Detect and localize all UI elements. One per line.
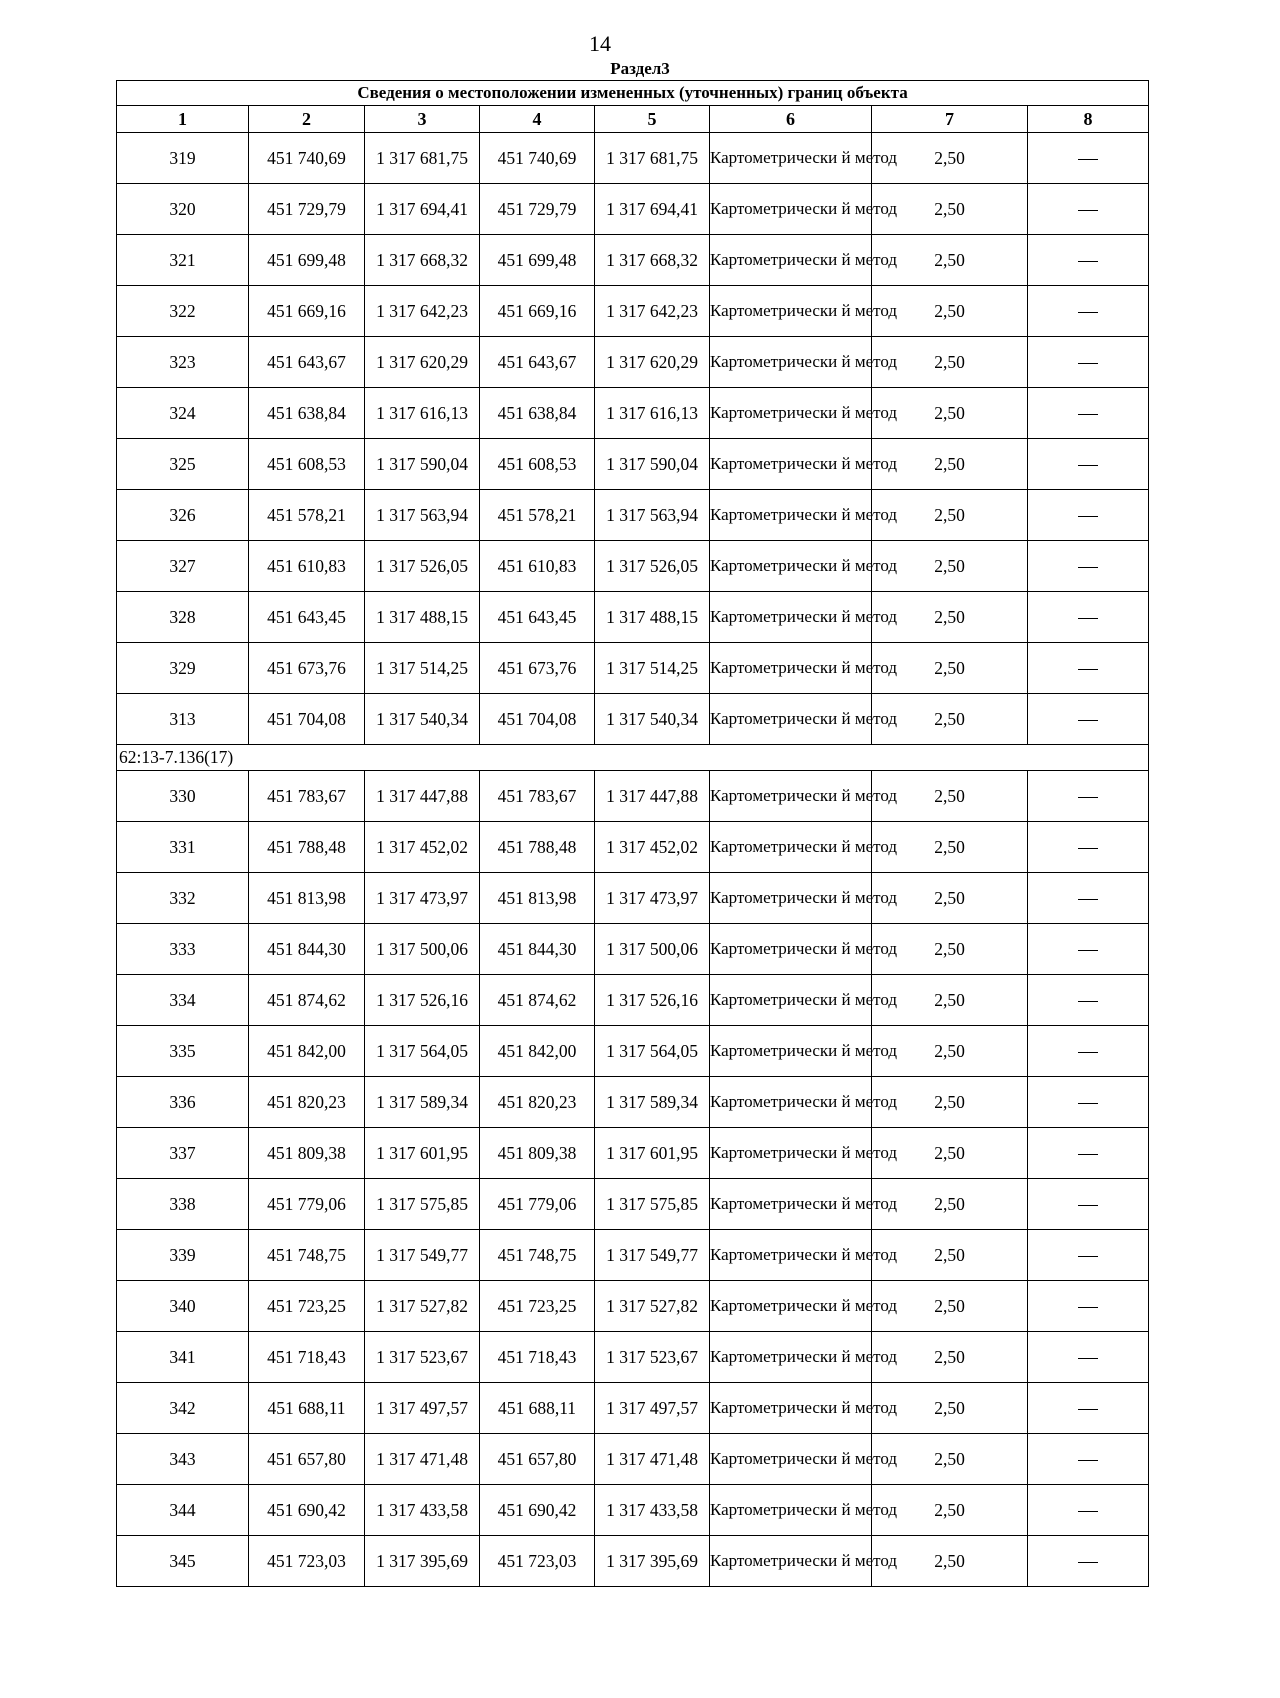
method-cell: Картометрически й метод bbox=[710, 1026, 872, 1077]
existing-x-cell: 451 610,83 bbox=[249, 541, 365, 592]
method-cell: Картометрически й метод bbox=[710, 694, 872, 745]
accuracy-cell: 2,50 bbox=[872, 1485, 1028, 1536]
refined-y-cell: 1 317 497,57 bbox=[595, 1383, 710, 1434]
refined-x-cell: 451 643,45 bbox=[480, 592, 595, 643]
accuracy-cell: 2,50 bbox=[872, 694, 1028, 745]
method-cell: Картометрически й метод bbox=[710, 286, 872, 337]
existing-y-cell: 1 317 620,29 bbox=[365, 337, 480, 388]
point-number-cell: 323 bbox=[117, 337, 249, 388]
method-cell: Картометрически й метод bbox=[710, 541, 872, 592]
table-row bbox=[117, 184, 1149, 235]
description-cell bbox=[1028, 1536, 1149, 1587]
description-cell bbox=[1028, 1179, 1149, 1230]
method-cell: Картометрически й метод bbox=[710, 1230, 872, 1281]
table-row bbox=[117, 873, 1149, 924]
column-number: 2 bbox=[249, 106, 365, 133]
accuracy-cell: 2,50 bbox=[872, 235, 1028, 286]
table-row bbox=[117, 337, 1149, 388]
method-cell: Картометрически й метод bbox=[710, 822, 872, 873]
dash-mark bbox=[1078, 720, 1098, 721]
refined-y-cell: 1 317 549,77 bbox=[595, 1230, 710, 1281]
description-cell bbox=[1028, 133, 1149, 184]
column-number: 4 bbox=[480, 106, 595, 133]
accuracy-cell: 2,50 bbox=[872, 1026, 1028, 1077]
table-row bbox=[117, 235, 1149, 286]
point-number-cell: 322 bbox=[117, 286, 249, 337]
accuracy-cell: 2,50 bbox=[872, 924, 1028, 975]
point-number-cell: 326 bbox=[117, 490, 249, 541]
existing-x-cell: 451 809,38 bbox=[249, 1128, 365, 1179]
refined-y-cell: 1 317 563,94 bbox=[595, 490, 710, 541]
dash-mark bbox=[1078, 210, 1098, 211]
existing-y-cell: 1 317 497,57 bbox=[365, 1383, 480, 1434]
point-number-cell: 337 bbox=[117, 1128, 249, 1179]
accuracy-cell: 2,50 bbox=[872, 337, 1028, 388]
refined-x-cell: 451 729,79 bbox=[480, 184, 595, 235]
description-cell bbox=[1028, 1281, 1149, 1332]
table-row bbox=[117, 771, 1149, 822]
refined-x-cell: 451 844,30 bbox=[480, 924, 595, 975]
description-cell bbox=[1028, 184, 1149, 235]
existing-x-cell: 451 783,67 bbox=[249, 771, 365, 822]
refined-y-cell: 1 317 564,05 bbox=[595, 1026, 710, 1077]
point-number-cell: 338 bbox=[117, 1179, 249, 1230]
accuracy-cell: 2,50 bbox=[872, 1536, 1028, 1587]
method-cell: Картометрически й метод bbox=[710, 771, 872, 822]
point-number-cell: 340 bbox=[117, 1281, 249, 1332]
dash-mark bbox=[1078, 312, 1098, 313]
dash-mark bbox=[1078, 465, 1098, 466]
refined-y-cell: 1 317 575,85 bbox=[595, 1179, 710, 1230]
point-number-cell: 313 bbox=[117, 694, 249, 745]
refined-y-cell: 1 317 523,67 bbox=[595, 1332, 710, 1383]
existing-x-cell: 451 748,75 bbox=[249, 1230, 365, 1281]
accuracy-cell: 2,50 bbox=[872, 133, 1028, 184]
coordinates-table bbox=[116, 80, 1149, 1587]
table-row bbox=[117, 1128, 1149, 1179]
refined-x-cell: 451 688,11 bbox=[480, 1383, 595, 1434]
refined-x-cell: 451 820,23 bbox=[480, 1077, 595, 1128]
dash-mark bbox=[1078, 950, 1098, 951]
existing-x-cell: 451 723,03 bbox=[249, 1536, 365, 1587]
existing-y-cell: 1 317 549,77 bbox=[365, 1230, 480, 1281]
point-number-cell: 333 bbox=[117, 924, 249, 975]
accuracy-cell: 2,50 bbox=[872, 1332, 1028, 1383]
existing-y-cell: 1 317 616,13 bbox=[365, 388, 480, 439]
table-row bbox=[117, 1434, 1149, 1485]
point-number-cell: 336 bbox=[117, 1077, 249, 1128]
accuracy-cell: 2,50 bbox=[872, 184, 1028, 235]
refined-y-cell: 1 317 601,95 bbox=[595, 1128, 710, 1179]
accuracy-cell: 2,50 bbox=[872, 1434, 1028, 1485]
existing-x-cell: 451 673,76 bbox=[249, 643, 365, 694]
table-row bbox=[117, 1077, 1149, 1128]
point-number-cell: 339 bbox=[117, 1230, 249, 1281]
accuracy-cell: 2,50 bbox=[872, 1281, 1028, 1332]
point-number-cell: 343 bbox=[117, 1434, 249, 1485]
accuracy-cell: 2,50 bbox=[872, 975, 1028, 1026]
existing-x-cell: 451 704,08 bbox=[249, 694, 365, 745]
existing-y-cell: 1 317 564,05 bbox=[365, 1026, 480, 1077]
group-row bbox=[117, 745, 1149, 771]
table-row bbox=[117, 694, 1149, 745]
existing-x-cell: 451 842,00 bbox=[249, 1026, 365, 1077]
table-row bbox=[117, 1179, 1149, 1230]
existing-x-cell: 451 874,62 bbox=[249, 975, 365, 1026]
table-row bbox=[117, 643, 1149, 694]
page-number: 14 bbox=[589, 31, 611, 56]
accuracy-cell: 2,50 bbox=[872, 592, 1028, 643]
description-cell bbox=[1028, 873, 1149, 924]
point-number-cell: 331 bbox=[117, 822, 249, 873]
table-row bbox=[117, 286, 1149, 337]
description-cell bbox=[1028, 924, 1149, 975]
method-cell: Картометрически й метод bbox=[710, 1383, 872, 1434]
table-row bbox=[117, 1026, 1149, 1077]
refined-x-cell: 451 673,76 bbox=[480, 643, 595, 694]
method-cell: Картометрически й метод bbox=[710, 1179, 872, 1230]
existing-y-cell: 1 317 514,25 bbox=[365, 643, 480, 694]
refined-y-cell: 1 317 488,15 bbox=[595, 592, 710, 643]
table-row bbox=[117, 1383, 1149, 1434]
refined-y-cell: 1 317 589,34 bbox=[595, 1077, 710, 1128]
point-number-cell: 329 bbox=[117, 643, 249, 694]
description-cell bbox=[1028, 1434, 1149, 1485]
method-cell: Картометрически й метод bbox=[710, 1485, 872, 1536]
dash-mark bbox=[1078, 1511, 1098, 1512]
dash-mark bbox=[1078, 516, 1098, 517]
dash-mark bbox=[1078, 1052, 1098, 1053]
refined-y-cell: 1 317 620,29 bbox=[595, 337, 710, 388]
existing-y-cell: 1 317 500,06 bbox=[365, 924, 480, 975]
column-number: 3 bbox=[365, 106, 480, 133]
dash-mark bbox=[1078, 1460, 1098, 1461]
table-row bbox=[117, 822, 1149, 873]
existing-y-cell: 1 317 473,97 bbox=[365, 873, 480, 924]
section-title: Раздел3 bbox=[610, 59, 670, 78]
method-cell: Картометрически й метод bbox=[710, 1434, 872, 1485]
group-label: 62:13-7.136(17) bbox=[117, 745, 1149, 771]
description-cell bbox=[1028, 643, 1149, 694]
refined-x-cell: 451 578,21 bbox=[480, 490, 595, 541]
accuracy-cell: 2,50 bbox=[872, 1179, 1028, 1230]
accuracy-cell: 2,50 bbox=[872, 771, 1028, 822]
description-cell bbox=[1028, 1230, 1149, 1281]
existing-y-cell: 1 317 681,75 bbox=[365, 133, 480, 184]
accuracy-cell: 2,50 bbox=[872, 388, 1028, 439]
existing-x-cell: 451 729,79 bbox=[249, 184, 365, 235]
dash-mark bbox=[1078, 899, 1098, 900]
existing-x-cell: 451 643,45 bbox=[249, 592, 365, 643]
existing-x-cell: 451 638,84 bbox=[249, 388, 365, 439]
existing-y-cell: 1 317 540,34 bbox=[365, 694, 480, 745]
table-body-part-1 bbox=[117, 133, 1149, 745]
existing-y-cell: 1 317 526,16 bbox=[365, 975, 480, 1026]
table-row bbox=[117, 1536, 1149, 1587]
method-cell: Картометрически й метод bbox=[710, 592, 872, 643]
point-number-cell: 341 bbox=[117, 1332, 249, 1383]
accuracy-cell: 2,50 bbox=[872, 490, 1028, 541]
accuracy-cell: 2,50 bbox=[872, 1128, 1028, 1179]
table-row bbox=[117, 592, 1149, 643]
refined-x-cell: 451 657,80 bbox=[480, 1434, 595, 1485]
description-cell bbox=[1028, 439, 1149, 490]
refined-y-cell: 1 317 526,05 bbox=[595, 541, 710, 592]
point-number-cell: 330 bbox=[117, 771, 249, 822]
existing-x-cell: 451 813,98 bbox=[249, 873, 365, 924]
description-cell bbox=[1028, 592, 1149, 643]
existing-y-cell: 1 317 575,85 bbox=[365, 1179, 480, 1230]
description-cell bbox=[1028, 541, 1149, 592]
method-cell: Картометрически й метод bbox=[710, 873, 872, 924]
existing-y-cell: 1 317 563,94 bbox=[365, 490, 480, 541]
refined-y-cell: 1 317 447,88 bbox=[595, 771, 710, 822]
point-number-cell: 324 bbox=[117, 388, 249, 439]
point-number-cell: 334 bbox=[117, 975, 249, 1026]
existing-x-cell: 451 657,80 bbox=[249, 1434, 365, 1485]
description-cell bbox=[1028, 771, 1149, 822]
method-cell: Картометрически й метод bbox=[710, 1536, 872, 1587]
method-cell: Картометрически й метод bbox=[710, 490, 872, 541]
point-number-cell: 344 bbox=[117, 1485, 249, 1536]
dash-mark bbox=[1078, 1562, 1098, 1563]
existing-y-cell: 1 317 471,48 bbox=[365, 1434, 480, 1485]
dash-mark bbox=[1078, 363, 1098, 364]
refined-x-cell: 451 643,67 bbox=[480, 337, 595, 388]
refined-y-cell: 1 317 395,69 bbox=[595, 1536, 710, 1587]
refined-y-cell: 1 317 540,34 bbox=[595, 694, 710, 745]
refined-x-cell: 451 718,43 bbox=[480, 1332, 595, 1383]
dash-mark bbox=[1078, 848, 1098, 849]
table-row bbox=[117, 439, 1149, 490]
dash-mark bbox=[1078, 1307, 1098, 1308]
table-row bbox=[117, 1485, 1149, 1536]
table-row bbox=[117, 924, 1149, 975]
dash-mark bbox=[1078, 1256, 1098, 1257]
description-cell bbox=[1028, 1026, 1149, 1077]
refined-x-cell: 451 874,62 bbox=[480, 975, 595, 1026]
existing-x-cell: 451 669,16 bbox=[249, 286, 365, 337]
accuracy-cell: 2,50 bbox=[872, 822, 1028, 873]
existing-x-cell: 451 723,25 bbox=[249, 1281, 365, 1332]
dash-mark bbox=[1078, 1409, 1098, 1410]
table-row bbox=[117, 975, 1149, 1026]
table-body-part-2 bbox=[117, 771, 1149, 1587]
existing-x-cell: 451 779,06 bbox=[249, 1179, 365, 1230]
dash-mark bbox=[1078, 414, 1098, 415]
method-cell: Картометрически й метод bbox=[710, 439, 872, 490]
refined-x-cell: 451 842,00 bbox=[480, 1026, 595, 1077]
refined-x-cell: 451 740,69 bbox=[480, 133, 595, 184]
method-cell: Картометрически й метод bbox=[710, 1077, 872, 1128]
dash-mark bbox=[1078, 567, 1098, 568]
existing-x-cell: 451 643,67 bbox=[249, 337, 365, 388]
existing-y-cell: 1 317 433,58 bbox=[365, 1485, 480, 1536]
refined-x-cell: 451 779,06 bbox=[480, 1179, 595, 1230]
description-cell bbox=[1028, 1383, 1149, 1434]
refined-x-cell: 451 723,25 bbox=[480, 1281, 595, 1332]
refined-y-cell: 1 317 471,48 bbox=[595, 1434, 710, 1485]
existing-x-cell: 451 788,48 bbox=[249, 822, 365, 873]
existing-x-cell: 451 699,48 bbox=[249, 235, 365, 286]
accuracy-cell: 2,50 bbox=[872, 439, 1028, 490]
existing-x-cell: 451 740,69 bbox=[249, 133, 365, 184]
refined-y-cell: 1 317 526,16 bbox=[595, 975, 710, 1026]
existing-x-cell: 451 608,53 bbox=[249, 439, 365, 490]
method-cell: Картометрически й метод bbox=[710, 1332, 872, 1383]
description-cell bbox=[1028, 337, 1149, 388]
point-number-cell: 335 bbox=[117, 1026, 249, 1077]
existing-y-cell: 1 317 668,32 bbox=[365, 235, 480, 286]
point-number-cell: 325 bbox=[117, 439, 249, 490]
refined-x-cell: 451 610,83 bbox=[480, 541, 595, 592]
accuracy-cell: 2,50 bbox=[872, 1077, 1028, 1128]
point-number-cell: 320 bbox=[117, 184, 249, 235]
existing-y-cell: 1 317 601,95 bbox=[365, 1128, 480, 1179]
dash-mark bbox=[1078, 1154, 1098, 1155]
existing-y-cell: 1 317 447,88 bbox=[365, 771, 480, 822]
existing-y-cell: 1 317 452,02 bbox=[365, 822, 480, 873]
existing-y-cell: 1 317 488,15 bbox=[365, 592, 480, 643]
dash-mark bbox=[1078, 261, 1098, 262]
description-cell bbox=[1028, 1332, 1149, 1383]
accuracy-cell: 2,50 bbox=[872, 541, 1028, 592]
existing-x-cell: 451 718,43 bbox=[249, 1332, 365, 1383]
refined-y-cell: 1 317 433,58 bbox=[595, 1485, 710, 1536]
dash-mark bbox=[1078, 797, 1098, 798]
dash-mark bbox=[1078, 669, 1098, 670]
method-cell: Картометрически й метод bbox=[710, 388, 872, 439]
existing-y-cell: 1 317 527,82 bbox=[365, 1281, 480, 1332]
accuracy-cell: 2,50 bbox=[872, 1383, 1028, 1434]
table-row bbox=[117, 388, 1149, 439]
existing-x-cell: 451 688,11 bbox=[249, 1383, 365, 1434]
refined-x-cell: 451 704,08 bbox=[480, 694, 595, 745]
existing-x-cell: 451 578,21 bbox=[249, 490, 365, 541]
refined-y-cell: 1 317 668,32 bbox=[595, 235, 710, 286]
table-row bbox=[117, 133, 1149, 184]
existing-y-cell: 1 317 523,67 bbox=[365, 1332, 480, 1383]
refined-x-cell: 451 788,48 bbox=[480, 822, 595, 873]
existing-x-cell: 451 820,23 bbox=[249, 1077, 365, 1128]
description-cell bbox=[1028, 235, 1149, 286]
point-number-cell: 345 bbox=[117, 1536, 249, 1587]
refined-x-cell: 451 813,98 bbox=[480, 873, 595, 924]
refined-x-cell: 451 638,84 bbox=[480, 388, 595, 439]
description-cell bbox=[1028, 286, 1149, 337]
point-number-cell: 342 bbox=[117, 1383, 249, 1434]
accuracy-cell: 2,50 bbox=[872, 1230, 1028, 1281]
method-cell: Картометрически й метод bbox=[710, 235, 872, 286]
refined-y-cell: 1 317 527,82 bbox=[595, 1281, 710, 1332]
refined-y-cell: 1 317 514,25 bbox=[595, 643, 710, 694]
refined-y-cell: 1 317 642,23 bbox=[595, 286, 710, 337]
description-cell bbox=[1028, 694, 1149, 745]
accuracy-cell: 2,50 bbox=[872, 643, 1028, 694]
refined-x-cell: 451 723,03 bbox=[480, 1536, 595, 1587]
column-number: 6 bbox=[710, 106, 872, 133]
refined-x-cell: 451 809,38 bbox=[480, 1128, 595, 1179]
point-number-cell: 328 bbox=[117, 592, 249, 643]
dash-mark bbox=[1078, 1103, 1098, 1104]
method-cell: Картометрически й метод bbox=[710, 184, 872, 235]
existing-y-cell: 1 317 590,04 bbox=[365, 439, 480, 490]
point-number-cell: 332 bbox=[117, 873, 249, 924]
refined-x-cell: 451 699,48 bbox=[480, 235, 595, 286]
refined-y-cell: 1 317 590,04 bbox=[595, 439, 710, 490]
accuracy-cell: 2,50 bbox=[872, 873, 1028, 924]
existing-y-cell: 1 317 694,41 bbox=[365, 184, 480, 235]
method-cell: Картометрически й метод bbox=[710, 133, 872, 184]
refined-y-cell: 1 317 500,06 bbox=[595, 924, 710, 975]
column-number: 8 bbox=[1028, 106, 1149, 133]
description-cell bbox=[1028, 1485, 1149, 1536]
method-cell: Картометрически й метод bbox=[710, 337, 872, 388]
refined-x-cell: 451 748,75 bbox=[480, 1230, 595, 1281]
existing-x-cell: 451 844,30 bbox=[249, 924, 365, 975]
existing-x-cell: 451 690,42 bbox=[249, 1485, 365, 1536]
refined-y-cell: 1 317 694,41 bbox=[595, 184, 710, 235]
refined-x-cell: 451 690,42 bbox=[480, 1485, 595, 1536]
table-row bbox=[117, 541, 1149, 592]
method-cell: Картометрически й метод bbox=[710, 643, 872, 694]
description-cell bbox=[1028, 388, 1149, 439]
description-cell bbox=[1028, 490, 1149, 541]
table-row bbox=[117, 1281, 1149, 1332]
table-row bbox=[117, 490, 1149, 541]
dash-mark bbox=[1078, 159, 1098, 160]
dash-mark bbox=[1078, 1205, 1098, 1206]
refined-y-cell: 1 317 616,13 bbox=[595, 388, 710, 439]
point-number-cell: 319 bbox=[117, 133, 249, 184]
existing-y-cell: 1 317 589,34 bbox=[365, 1077, 480, 1128]
existing-y-cell: 1 317 395,69 bbox=[365, 1536, 480, 1587]
refined-x-cell: 451 669,16 bbox=[480, 286, 595, 337]
method-cell: Картометрически й метод bbox=[710, 1128, 872, 1179]
column-number: 5 bbox=[595, 106, 710, 133]
column-number: 7 bbox=[872, 106, 1028, 133]
refined-y-cell: 1 317 473,97 bbox=[595, 873, 710, 924]
refined-x-cell: 451 608,53 bbox=[480, 439, 595, 490]
method-cell: Картометрически й метод bbox=[710, 1281, 872, 1332]
dash-mark bbox=[1078, 1001, 1098, 1002]
existing-y-cell: 1 317 526,05 bbox=[365, 541, 480, 592]
existing-y-cell: 1 317 642,23 bbox=[365, 286, 480, 337]
table-row bbox=[117, 1230, 1149, 1281]
table-row bbox=[117, 1332, 1149, 1383]
description-cell bbox=[1028, 1077, 1149, 1128]
point-number-cell: 327 bbox=[117, 541, 249, 592]
method-cell: Картометрически й метод bbox=[710, 975, 872, 1026]
point-number-cell: 321 bbox=[117, 235, 249, 286]
description-cell bbox=[1028, 975, 1149, 1026]
description-cell bbox=[1028, 1128, 1149, 1179]
method-cell: Картометрически й метод bbox=[710, 924, 872, 975]
column-number: 1 bbox=[117, 106, 249, 133]
refined-y-cell: 1 317 452,02 bbox=[595, 822, 710, 873]
refined-y-cell: 1 317 681,75 bbox=[595, 133, 710, 184]
table-caption: Сведения о местоположении измененных (уточненных) границ объекта bbox=[117, 81, 1149, 106]
dash-mark bbox=[1078, 618, 1098, 619]
dash-mark bbox=[1078, 1358, 1098, 1359]
column-number-row bbox=[117, 106, 1149, 133]
refined-x-cell: 451 783,67 bbox=[480, 771, 595, 822]
accuracy-cell: 2,50 bbox=[872, 286, 1028, 337]
description-cell bbox=[1028, 822, 1149, 873]
